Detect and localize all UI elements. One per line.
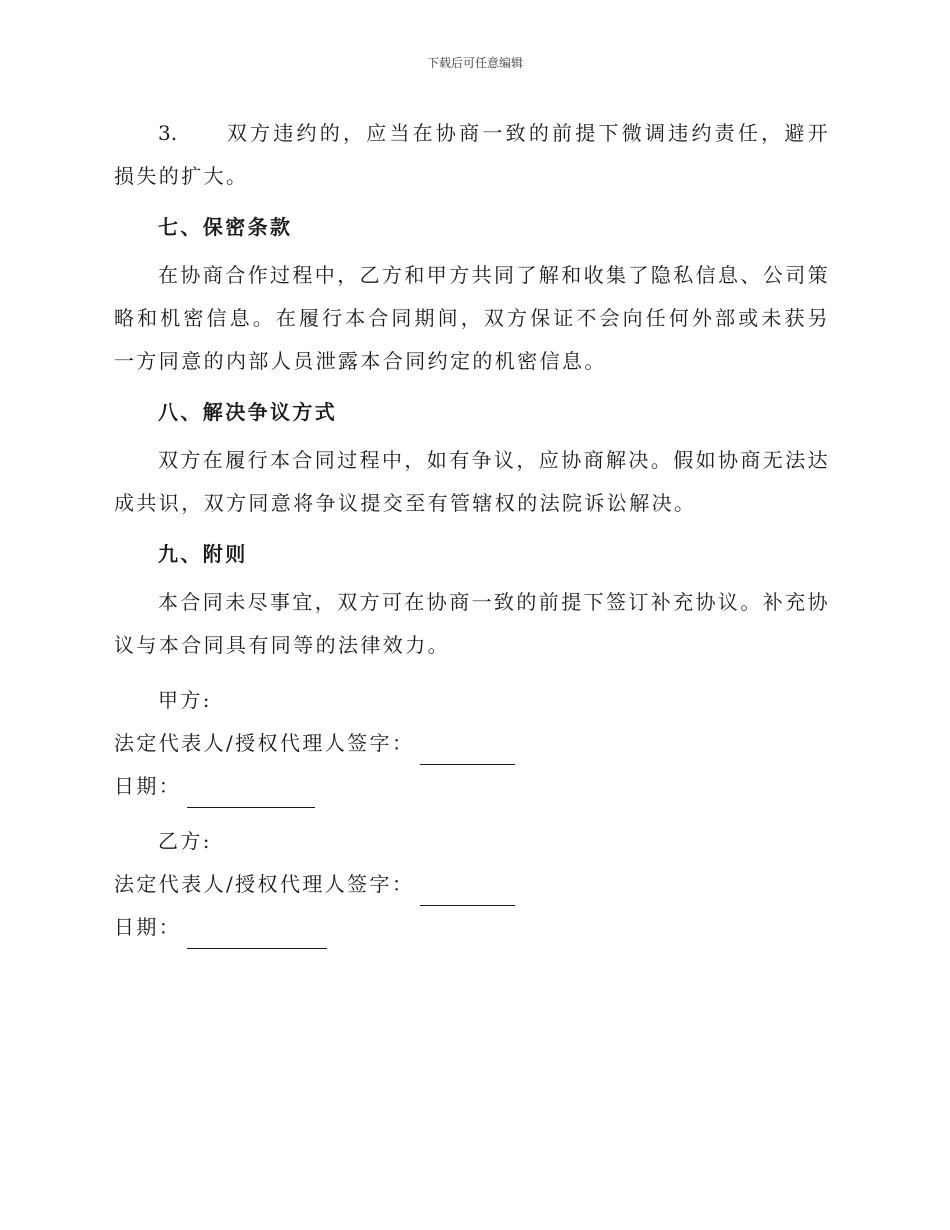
party-b-label: 乙方: <box>158 829 212 853</box>
party-a-date-blank[interactable] <box>187 777 315 808</box>
party-a-rep-line <box>114 722 830 765</box>
party-b-date-label: 日期： <box>114 915 182 939</box>
section-7-title: 七、保密条款 <box>158 215 293 239</box>
party-b-rep-label: 法定代表人/授权代理人签字： <box>114 872 415 896</box>
section-9-body: 本合同未尽事宜，双方可在协商一致的前提下签订补充协议。补充协议与本合同具有同等的法律效力。 <box>114 590 830 657</box>
party-b-date-line <box>114 906 830 949</box>
signature-block <box>114 679 830 949</box>
signature-spacer <box>114 808 830 820</box>
header-note: 下载后可任意编辑 <box>426 56 523 70</box>
party-a-date-line <box>114 765 830 808</box>
party-a-signature-blank[interactable] <box>420 734 515 765</box>
clause-item-3-text: 双方违约的，应当在协商一致的前提下微调违约责任，避开损失的扩大。 <box>114 121 830 188</box>
clause-item-3-number: 3. <box>158 121 178 145</box>
section-7-body: 在协商合作过程中，乙方和甲方共同了解和收集了隐私信息、公司策略和机密信息。在履行本合同期间，双方保证不会向任何外部或未获另一方同意的内部人员泄露本合同约定的机密信息。 <box>114 263 830 373</box>
party-b-signature-blank[interactable] <box>420 875 515 906</box>
party-a-date-label: 日期： <box>114 774 182 798</box>
section-8-body: 双方在履行本合同过程中，如有争议，应协商解决。假如协商无法达成共识，双方同意将争议提交至有管辖权的法院诉讼解决。 <box>114 448 830 515</box>
party-b-rep-line <box>114 863 830 906</box>
party-a-rep-label: 法定代表人/授权代理人签字： <box>114 731 415 755</box>
section-9-title: 九、附则 <box>158 542 248 566</box>
party-b-date-blank[interactable] <box>187 918 327 949</box>
document-body <box>114 112 830 949</box>
party-a-label: 甲方: <box>158 688 212 712</box>
section-8-title: 八、解决争议方式 <box>158 400 338 424</box>
clause-item-3 <box>114 112 830 198</box>
